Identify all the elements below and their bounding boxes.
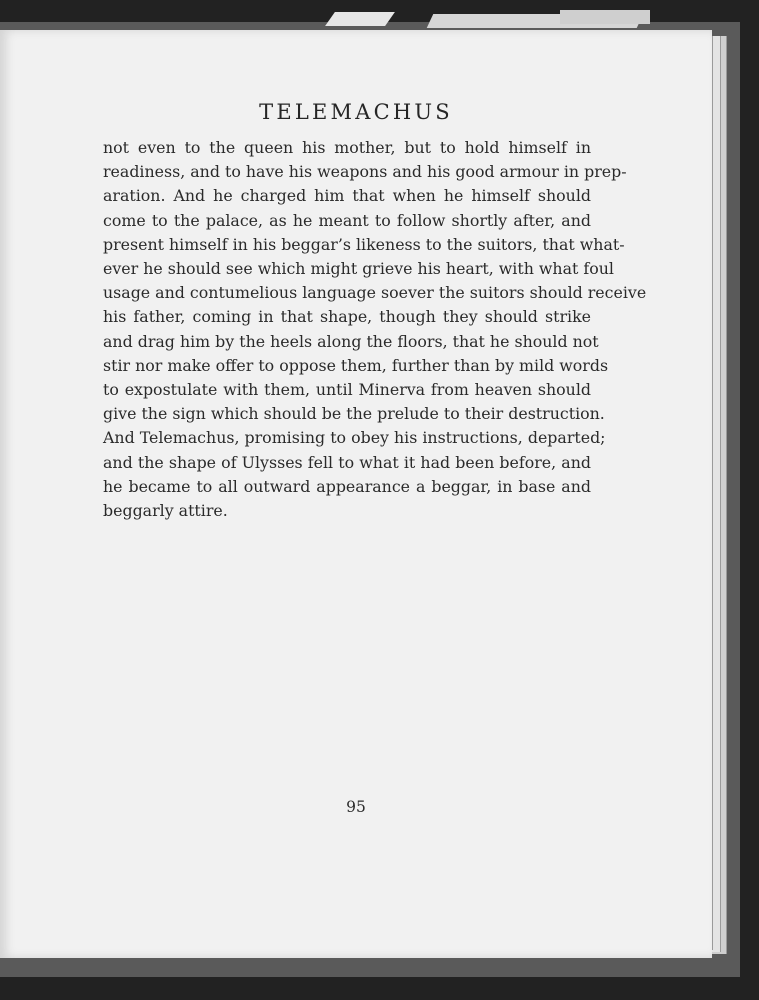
text-line: give the sign which should be the prelude to their destruction.: [103, 404, 605, 424]
text-line: he became to all outward appearance a beggar, in base and: [103, 476, 591, 496]
text-line: beggarly attire.: [103, 501, 228, 521]
text-line: to expostulate with them, until Minerva from heaven should: [103, 380, 591, 400]
text-line: his father, coming in that shape, though they should strike: [103, 307, 591, 327]
text-line: aration. And he charged him that when he himself should: [103, 186, 591, 206]
text-line: And Telemachus, promising to obey his instructions, departed;: [103, 428, 606, 448]
text-line: and the shape of Ulysses fell to what it had been before, and: [103, 452, 591, 472]
text-line: not even to the queen his mother, but to hold himself in: [103, 138, 591, 157]
body-text: [103, 136, 647, 523]
torn-paper-strip: [325, 12, 395, 26]
text-line: come to the palace, as he meant to follow shortly after, and: [103, 210, 591, 230]
text-line: usage and contumelious language soever the suitors should receive: [103, 283, 647, 303]
text-line: readiness, and to have his weapons and his good armour in prep-: [103, 162, 627, 182]
text-line: ever he should see which might grieve his heart, with what foul: [103, 259, 614, 279]
page-number: 95: [346, 798, 366, 816]
torn-paper-strip: [560, 10, 650, 24]
text-line: stir nor make offer to oppose them, further than by mild words: [103, 355, 609, 375]
page-sheet: [0, 30, 712, 958]
text-line: and drag him by the heels along the floors, that he should not: [103, 331, 599, 351]
running-head: TELEMACHUS: [259, 100, 453, 124]
text-line: present himself in his beggar’s likeness to the suitors, that what-: [103, 234, 625, 254]
